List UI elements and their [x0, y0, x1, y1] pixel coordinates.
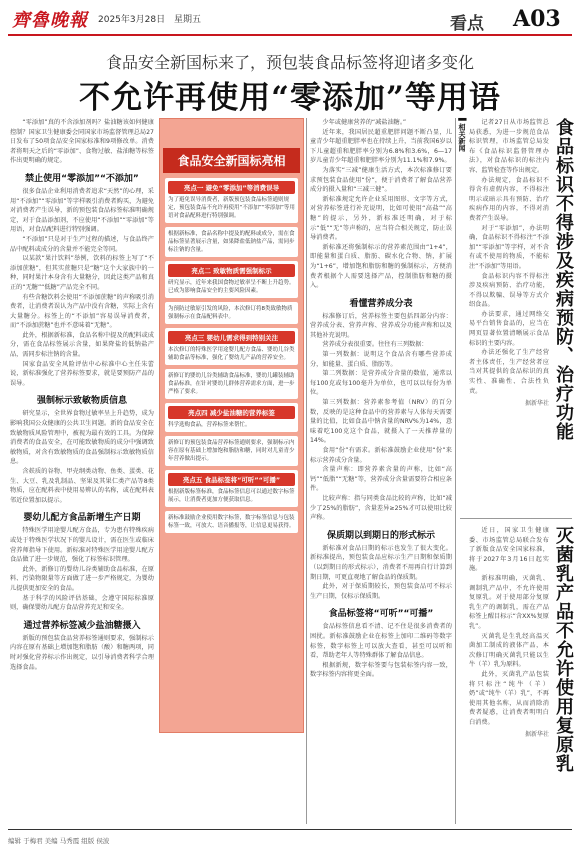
paragraph: 为落实“三减”健康生活方式，本次标准修订要求预包装食品使用“份”，便于消费者了解食品营养成分的摄入量和“三减三健”。 — [310, 166, 452, 194]
infographic-item — [165, 511, 298, 533]
infographic-item — [165, 261, 298, 298]
paragraph: 新标准规定允许企业采用图形、文字等方式，对营养标签进行补充说明，比如可使用“高盐”“高糖”的提示，另外，新标准还明确，对于标示“低”“无”等声称的，应当符合相关规定，防止误导消费者。 — [310, 195, 452, 242]
infographic-item-text: 根据新版标签标准，食品标签信息可以通过数字标签展示，让消费者更加方便获取信息。 — [168, 489, 295, 503]
infographic-item-text: 为预防过敏原引发的风险，本次修订将8类致敏物质强制标示在食品配料表中。 — [168, 306, 293, 320]
paragraph: 标准修订后，营养标签主要包括四部分内容：营养成分表、营养声称、营养成分功能声称和以及其他补充说明。 — [310, 312, 452, 339]
page-number: A03 — [513, 6, 561, 32]
paragraph: 含量声称：即营养素含量的声称，比如“高钙”“低脂”“无糖”等，营养成分含量需要符合相应条件。 — [310, 466, 452, 493]
paragraph: 此外，灭菌乳产品包装将只标注“纯牛（羊）奶”或“纯牛（羊）乳”，不再使用其他名称，从而消除消费者疑惑，让消费者明明白白消费。 — [469, 670, 549, 726]
paragraph: 含麸质的谷物、甲壳纲类动物、鱼类、蛋类、花生、大豆、乳及乳制品、坚果及其果仁类产品等8类物质，应在配料表中使用易辨认的名称，或在配料表邻近位置加以提示。 — [10, 468, 154, 504]
paragraph: 国家食品安全风险评估中心标准中心主任朱蕾说，新标准强化了营养标签要求，就是要预防产品的误导。 — [10, 360, 154, 387]
infographic-item — [165, 470, 298, 507]
paragraph: 基于科学的风险评估基础，会遵守国际标准原则，确保婴幼儿配方食品营养充足和安全。 — [10, 594, 154, 612]
paragraph: 新标准对食品日期的标示也发生了很大变化。新标准提出，预包装食品应标示生产日期和保质期（以到期日的形式标示），消费者不用再自行计算到期日期，可更直观地了解食品的保质期。 — [310, 544, 452, 581]
paragraph: 特殊医学用途婴儿配方食品，专为患有特殊疾病或处于特殊医学状况下的婴儿设计，需在医生或临床营养师指导下使用。新标准对特殊医学用途婴儿配方食品做了进一步规范，强化了标签标识管理。 — [10, 527, 154, 564]
subheading: 食品标签将“可听”“可播” — [328, 609, 434, 620]
kicker: 食品安全新国标来了，预包装食品标签将迎诸多变化 — [105, 53, 474, 72]
infographic-item-text: 根据新标准，食品名称中提及的配料或成分，需在食品标签显著展示含量，如果降盐低钠盐产品，需同步标注钠的含量。 — [168, 231, 295, 253]
paragraph: “不添加”只是对于生产过程的描述，与食品终产品中配料或成分的含量并不能完全等同。 — [10, 235, 154, 253]
infographic-item-text: 为了避免误导消费者，新版预包装食品标签通则规定，预包装食品不允许再使用“不添加”“零添加”等用语对食品配料进行特别强调。 — [168, 197, 295, 219]
paragraph: 很多食品企业利用消费者追求“天然”的心理，采用“不添加”“零添加”等字样吸引消费者购买，为避免对消费者产生误导，新的预包装食品标签标准明确规定，对于食品添加剂，不应使用“不添加”“零添加”等用语，对食品配料进行特别强调。 — [10, 187, 154, 234]
paragraph: 第一列数据：说明这个食品含有哪些营养成分，如能量、蛋白质、脂肪等。 — [310, 351, 452, 368]
paragraph: 此外，对于保质期较长，预包装食品可不标示生产日期，仅标示保质期。 — [310, 583, 452, 600]
related-news-tag: ▌相关新闻 — [458, 118, 466, 152]
paragraph: 第二列数据：是营养成分含量的数值，通常以每100克或每100毫升为单位，也可以以每份为单位。 — [310, 370, 452, 397]
column-5 — [469, 526, 549, 824]
infographic-item-tag: 亮点三 婴幼儿需求得到特别关注 — [168, 331, 295, 344]
page-header — [0, 0, 580, 38]
infographic-items — [165, 178, 298, 728]
infographic-item — [165, 328, 298, 365]
infographic-item-text: 新标准鼓励企业使用数字标签，数字标签信息与包装标签一致，可放大、语音播报等，让信息更易获得。 — [168, 515, 295, 529]
subheading: 看懂营养成分表 — [349, 298, 413, 309]
side-headline-2: 灭菌乳产品不允许使用复原乳 — [553, 526, 574, 773]
weekday-text: 星期五 — [173, 15, 201, 25]
infographic-item-tag: 亮点四 减少盐油糖的营养标签 — [168, 406, 295, 419]
infographic-item-text: 新修订的婴幼儿谷类辅助食品标准，婴幼儿罐装辅助食品标准，在针对婴幼儿群体营养需求方面，进一步严格了要求。 — [168, 373, 295, 395]
column-divider — [306, 118, 307, 824]
paragraph: 近日，国家卫生健康委、市场监管总局联合发布了新版食品安全国家标准，将于2027年3月16日起实施。 — [469, 527, 549, 573]
column-1 — [10, 118, 154, 824]
infographic-item-tag: 亮点五 食品标签将“可听”“可播” — [168, 473, 295, 486]
column-divider — [455, 118, 456, 824]
paragraph: 办法规定，食品标识不得含有虚假内容，不得标注明示或暗示具有预防、治疗疾病作用的内容，不得对消费者产生误导。 — [469, 176, 549, 222]
infographic-item-tag: 亮点二 致敏物质需强制标示 — [168, 264, 295, 277]
section-name: 看点 — [450, 14, 484, 34]
paragraph: 灭菌乳是生乳经高温灭菌加工制成的液体产品，本次修订明确灭菌乳只能以生牛（羊）乳为原料。 — [469, 632, 549, 669]
infographic-item-text: 科学选购食品，营养标签来帮忙。 — [168, 422, 251, 428]
newspaper-logo: 齊魯晚報 — [12, 10, 88, 31]
paragraph: 以某款“果汁饮料”举例，饮料的标签上写了“不添加蔗糖”，但其实蔗糖只是“糖”这个大家族中的一种，同时果汁本身含有大量糖分，因此这类产品和真正的“无糖”“低糖”产品完全不同。 — [10, 255, 154, 291]
infographic-item — [165, 178, 298, 223]
subheading: 保质期以到期日的形式标示 — [326, 530, 435, 541]
paragraph: 第三列数据：营养素参考值（NRV）的百分数，反映的是这种食品中的营养素与人体每天需要量的比值，比如食品中钠含量的NRV%为14%，意味着吃100克这个食品，就摄入了一天推荐量的14%。 — [310, 399, 452, 445]
subheading: 婴幼儿配方食品新增生产日期 — [23, 513, 141, 524]
header-rule — [8, 34, 572, 36]
infographic-item — [165, 227, 298, 257]
infographic-item-text: 研究显示，近年来我国食物过敏率呈不断上升趋势。已成为影响食品安全的主要风险因素。 — [168, 280, 295, 294]
paragraph: 营养成分表很重要。往往有三列数据： — [322, 341, 428, 349]
column-4 — [469, 118, 549, 508]
column-3 — [310, 118, 452, 824]
infographic-title: 食品安全新国标亮相 — [163, 148, 300, 173]
paragraph: “零添加”真的不含添加剂吗？盐油糖该如何健康控制？国家卫生健康委会同国家市场监督管理总局27日发布了50项食品安全国家标准和9项修改单。消费者将明天之后的“零添加”、食物过敏、盐油糖等标签作出更明确的规定。 — [10, 119, 154, 165]
infographic-item-tag: 亮点一 避免“零添加”等消费误导 — [168, 181, 295, 194]
paragraph: 比较声称：指与同类食品比较的声称，比如“减少了25%的脂肪”，含量差异≥25%才可以使用比较声称。 — [310, 494, 452, 522]
paragraph: 食用“份”有需求。新标准鼓励企业使用“份”来标示营养成分含量。 — [310, 447, 452, 464]
paragraph: 办法要求，通过网络交易平台销售食品的，应当在网页显著位置清晰展示食品标识的主要内容。 — [469, 310, 549, 347]
infographic-item-text: 新修订的预包装食品营养标签通则要求，强制标示内容在原有基础上增加饱和脂肪和糖，同时对儿童青少年营养做出提示。 — [168, 440, 295, 462]
paragraph: 少年或健康营养的“减盐油糖。” — [322, 119, 407, 126]
paragraph: 近年来，我国居民超重肥胖问题不断凸显，儿童青少年超重肥胖率也在持续上升，当前我国6岁以下儿童超重和肥胖率分别为6.8%和3.6%，6—17岁儿童青少年超重和肥胖率分别为11.1%和7.9%。 — [310, 128, 452, 165]
paragraph: 新标准明确，灭菌乳、调制乳产品中，不允许使用复原乳。对于使用部分复原乳生产的调制乳，需在产品标签上醒目标示“含XX%复原乳”。 — [469, 574, 549, 630]
headline: 不允许再使用“零添加”等用语 — [79, 80, 501, 116]
infographic-item — [165, 436, 298, 466]
date-text: 2025年3月28日 — [98, 15, 166, 25]
divider — [460, 518, 572, 519]
footer-rule — [8, 829, 572, 830]
footer-credits: 编辑 于梅君 美编 马秀霞 组版 侯波 — [8, 837, 110, 845]
paragraph: 食品标识内容不得标注涉及疾病预防、治疗功能，不得以欺骗、误导等方式介绍食品。 — [469, 272, 549, 309]
issue-date — [98, 12, 207, 25]
paragraph: 新版的预包装食品营养标签通则要求，强制标示内容在原有基础上增加饱和脂肪（酸）和糖两项，同时对强化营养标示作出规定，以引导消费者科学合理选择食品。 — [10, 634, 154, 671]
paragraph: 办法还强化了生产经营者主体责任，生产经营者应当对其提供的食品标识的真实性、准确性、合法性负责。 — [469, 349, 549, 395]
subheading: 强制标示致敏物质信息 — [36, 396, 127, 407]
subheading: 通过营养标签减少盐油糖摄入 — [23, 620, 141, 631]
paragraph: 此外，新修订的婴幼儿谷类辅助食品标准，在原料、污染物限量等方面做了进一步严格规定，为婴幼儿提供更加安全的食品。 — [10, 565, 154, 592]
paragraph: 有些含糖饮料会使用“不添加蔗糖”的声称吸引消费者，让消费者误认为产品中没有含糖，实际上含有大量糖分。标签上的“不添加”容易误导消费者，而“不添加蔗糖”也并不意味着“无糖”。 — [10, 293, 154, 330]
paragraph: 研究显示，全世界食物过敏率呈上升趋势，成为影响我国公众健康的公共卫生问题。新的食品安全在致敏物质风险管理中，被视为最有效的工具。为保障消费者的食品安全，在可能致敏物质的成分中强调致敏物质，对含有致敏物质的食品强制标示致敏物质信息。 — [10, 410, 154, 466]
paragraph: 根据新规，数字标签要与包装标签内容一致，数字标签内容将更全面。 — [310, 661, 452, 679]
paragraph: 食品标签信息看不清、记不住是很多消费者的困扰。新标准鼓励企业在标签上加印二维码等数字标签，数字标签上可以放大查看，甚至可以听和看，帮助老年人等特殊群体了解食品信息。 — [310, 623, 452, 660]
paragraph: 此外，根据新标准，食品名称中提及的配料或成分，需在食品标签展示含量，如果降盐的低钠盐产品，需同步标注钠的含量。 — [10, 331, 154, 359]
subheading: 禁止使用“零添加”“不添加” — [25, 173, 139, 184]
infographic-item — [165, 369, 298, 399]
infographic-item-text: 本次修订的特殊医学用途婴儿配方食品、婴幼儿谷类辅助食品等标准，强化了婴幼儿产品的营养安全。 — [168, 347, 295, 361]
infographic-item — [165, 302, 298, 324]
infographic-item — [165, 403, 298, 432]
paragraph: 记者27日从市场监管总局获悉，为进一步规范食品标识管理，市场监管总局发布《食品标识监督管理办法》，对食品标识的标注内容、监管检查等作出规定。 — [469, 119, 549, 174]
byline: 据新华社 — [524, 731, 549, 739]
paragraph: 对于“零添加”，办法明确，食品标识不得标注“不添加”“零添加”等字样，对不含有或不使用的物质，不能标注“不添加”等用语。 — [469, 224, 549, 270]
side-headline-1: 食品标识不得涉及疾病预防、治疗功能 — [553, 118, 574, 441]
paragraph: 新标准还将强制标示的营养素范围由“1+4”，即能量和蛋白质、脂肪、碳水化合物、钠，扩展为“1+6”，增加饱和脂肪和糖的强制标示，方便消费者根据个人需要选择产品，控制脂肪和糖的摄入。 — [310, 243, 452, 290]
byline: 据新华社 — [524, 400, 549, 408]
